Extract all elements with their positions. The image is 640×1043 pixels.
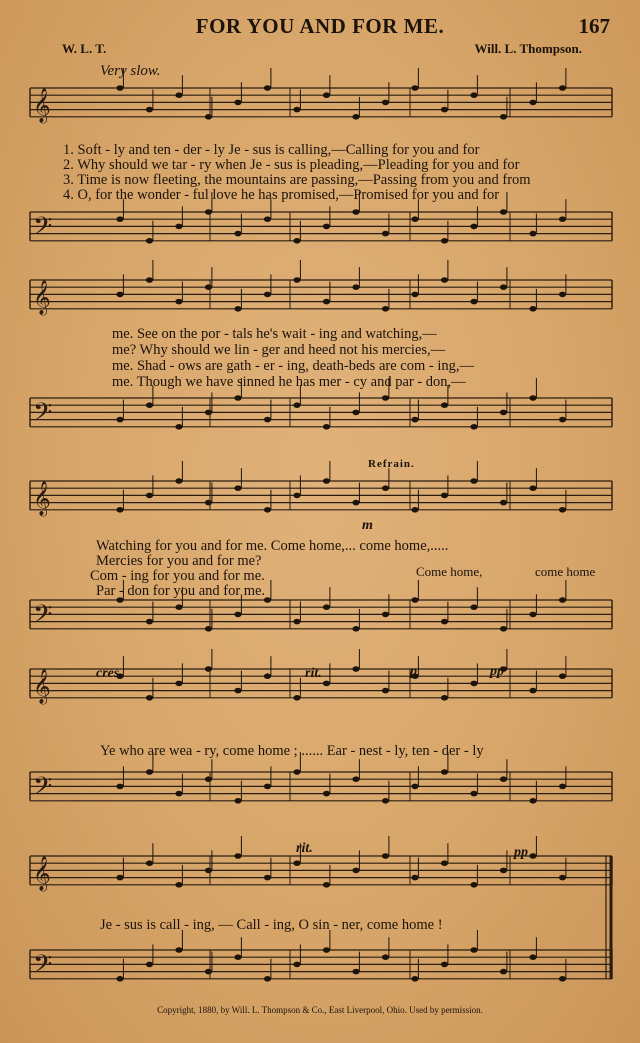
note-head (146, 107, 153, 113)
lyricist-credit: W. L. T. (62, 41, 107, 56)
copyright-notice: Copyright, 1880, by Will. L. Thompson & Co., East Liverpool, Ohio. Used by permission. (157, 1005, 483, 1015)
note-head (234, 853, 241, 859)
note-head (234, 306, 241, 312)
note-head (146, 860, 153, 866)
note-head (441, 107, 448, 113)
note-head (411, 216, 418, 222)
note-head (470, 791, 477, 797)
note-head (382, 231, 389, 237)
note-head (116, 875, 123, 881)
note-head (529, 395, 536, 401)
note-head (470, 681, 477, 687)
note-head (175, 947, 182, 953)
note-head (470, 424, 477, 430)
note-head (559, 85, 566, 91)
note-head (382, 100, 389, 106)
note-head (234, 612, 241, 618)
note-head (205, 284, 212, 290)
note-head (529, 954, 536, 960)
note-head (382, 395, 389, 401)
note-head (264, 292, 271, 298)
note-head (352, 209, 359, 215)
note-head (205, 209, 212, 215)
note-head (559, 875, 566, 881)
verse-line-4: Par - don for you and for me. (96, 583, 266, 599)
bass-clef-icon: 𝄢 (33, 211, 53, 247)
note-head (559, 292, 566, 298)
note-head (529, 100, 536, 106)
note-head (264, 507, 271, 513)
note-head (352, 410, 359, 416)
verse-line-4: 4. O, for the wonder - ful love he has promised,—Promised for you and for (63, 187, 500, 203)
refrain-line: Je - sus is call - ing, — Call - ing, O sin - ner, come home ! (100, 917, 443, 933)
bass-words-come-home: Come home, (416, 564, 483, 579)
note-head (234, 100, 241, 106)
verse-line-3: me. Shad - ows are gath - er - ing, death-beds are com - ing,— (112, 358, 474, 374)
note-head (234, 688, 241, 694)
note-head (293, 277, 300, 283)
note-head (116, 976, 123, 982)
treble-clef-icon: 𝄞 (33, 279, 51, 315)
note-head (205, 666, 212, 672)
note-head (293, 860, 300, 866)
bass-clef-icon: 𝄢 (33, 949, 53, 985)
note-head (293, 619, 300, 625)
note-head (411, 417, 418, 423)
note-head (382, 853, 389, 859)
note-head (441, 860, 448, 866)
note-head (323, 947, 330, 953)
note-head (116, 216, 123, 222)
verse-line-1: Watching for you and for me. Come home,... come home,..... (96, 538, 449, 554)
note-head (234, 395, 241, 401)
treble-clef-icon: 𝄞 (33, 668, 51, 704)
note-head (175, 224, 182, 230)
note-head (559, 507, 566, 513)
note-head (470, 299, 477, 305)
note-head (323, 424, 330, 430)
note-head (146, 962, 153, 968)
verse-line-4: me. Though we have sinned he has mer - cy and par - don,— (112, 374, 466, 390)
bass-clef-icon: 𝄢 (33, 397, 53, 433)
note-head (175, 681, 182, 687)
note-head (323, 478, 330, 484)
bass-clef-icon: 𝄢 (33, 599, 53, 635)
note-head (323, 299, 330, 305)
note-head (500, 776, 507, 782)
note-head (441, 402, 448, 408)
piano-marking: p (410, 664, 417, 679)
note-head (205, 868, 212, 874)
bass-clef-icon: 𝄢 (33, 771, 53, 807)
tempo-marking: Very slow. (100, 63, 161, 79)
note-head (146, 238, 153, 244)
note-head (470, 478, 477, 484)
note-head (500, 114, 507, 120)
verse-line-2: Mercies for you and for me? (96, 553, 262, 569)
note-head (382, 485, 389, 491)
note-head (441, 493, 448, 499)
note-head (116, 507, 123, 513)
note-head (529, 306, 536, 312)
note-head (411, 292, 418, 298)
refrain-label: Refrain. (368, 458, 415, 470)
note-head (441, 769, 448, 775)
note-head (352, 776, 359, 782)
treble-clef-icon: 𝄞 (33, 480, 51, 516)
note-head (293, 769, 300, 775)
note-head (559, 597, 566, 603)
note-head (500, 969, 507, 975)
note-head (293, 107, 300, 113)
note-head (323, 882, 330, 888)
note-head (264, 976, 271, 982)
note-head (234, 954, 241, 960)
note-head (264, 875, 271, 881)
verse-line-2: 2. Why should we tar - ry when Je - sus is pleading,—Pleading for you and for (63, 157, 520, 173)
note-head (529, 853, 536, 859)
note-head (441, 277, 448, 283)
note-head (264, 673, 271, 679)
note-head (293, 962, 300, 968)
bass-words-come-home-2: come home (535, 564, 596, 579)
note-head (411, 85, 418, 91)
pianissimo-marking: pp (490, 664, 504, 679)
note-head (234, 485, 241, 491)
hymn-title: FOR YOU AND FOR ME. (195, 14, 445, 38)
verse-line-1: me. See on the por - tals he's wait - ing and watching,— (112, 326, 437, 342)
composer-credit: Will. L. Thompson. (474, 41, 582, 56)
note-head (470, 882, 477, 888)
dynamic-mezzo: m (362, 518, 373, 533)
note-head (529, 688, 536, 694)
page-number: 167 (578, 14, 610, 38)
note-head (500, 868, 507, 874)
note-head (234, 231, 241, 237)
treble-clef-icon: 𝄞 (33, 87, 51, 123)
note-head (323, 681, 330, 687)
note-head (529, 612, 536, 618)
note-head (175, 424, 182, 430)
note-head (500, 284, 507, 290)
note-head (205, 500, 212, 506)
note-head (382, 688, 389, 694)
treble-clef-icon: 𝄞 (33, 855, 51, 891)
note-head (234, 798, 241, 804)
note-head (205, 626, 212, 632)
note-head (175, 299, 182, 305)
note-head (116, 292, 123, 298)
note-head (470, 224, 477, 230)
note-head (146, 277, 153, 283)
note-head (146, 493, 153, 499)
note-head (323, 791, 330, 797)
note-head (175, 478, 182, 484)
note-head (323, 224, 330, 230)
refrain-line: Ye who are wea - ry, come home ; ...... Ear - nest - ly, ten - der - ly (100, 743, 484, 759)
note-head (352, 868, 359, 874)
verse-line-1: 1. Soft - ly and ten - der - ly Je - sus is calling,—Calling for you and for (63, 142, 480, 158)
ritardando-marking: rit. (296, 841, 313, 856)
note-head (411, 784, 418, 790)
note-head (352, 284, 359, 290)
note-head (323, 604, 330, 610)
note-head (441, 619, 448, 625)
note-head (382, 612, 389, 618)
crescendo-marking: cres. (96, 666, 123, 681)
note-head (559, 976, 566, 982)
note-head (411, 597, 418, 603)
note-head (529, 485, 536, 491)
note-head (205, 114, 212, 120)
note-head (293, 493, 300, 499)
note-head (175, 92, 182, 98)
note-head (411, 875, 418, 881)
pianissimo-marking: pp (514, 845, 528, 860)
note-head (529, 231, 536, 237)
note-head (116, 85, 123, 91)
note-head (382, 798, 389, 804)
note-head (352, 626, 359, 632)
note-head (500, 500, 507, 506)
note-head (264, 216, 271, 222)
note-head (352, 969, 359, 975)
note-head (146, 769, 153, 775)
note-head (116, 417, 123, 423)
note-head (559, 673, 566, 679)
note-head (411, 976, 418, 982)
note-head (205, 410, 212, 416)
note-head (146, 402, 153, 408)
note-head (146, 619, 153, 625)
note-head (470, 604, 477, 610)
note-head (146, 695, 153, 701)
note-head (175, 791, 182, 797)
note-head (352, 114, 359, 120)
note-head (470, 92, 477, 98)
note-head (500, 209, 507, 215)
note-head (116, 784, 123, 790)
ritardando-marking: rit. (305, 666, 322, 681)
verse-line-3: Com - ing for you and for me. (90, 568, 265, 584)
note-head (382, 954, 389, 960)
note-head (441, 238, 448, 244)
note-head (352, 666, 359, 672)
note-head (352, 500, 359, 506)
note-head (500, 626, 507, 632)
note-head (264, 784, 271, 790)
verse-line-2: me? Why should we lin - ger and heed not his mercies,— (112, 342, 446, 358)
note-head (264, 417, 271, 423)
note-head (293, 402, 300, 408)
note-head (175, 604, 182, 610)
note-head (175, 882, 182, 888)
note-head (205, 969, 212, 975)
note-head (500, 410, 507, 416)
note-head (470, 947, 477, 953)
note-head (293, 695, 300, 701)
verse-line-3: 3. Time is now fleeting, the mountains are passing,—Passing from you and from (63, 172, 531, 188)
note-head (559, 216, 566, 222)
note-head (441, 962, 448, 968)
note-head (411, 507, 418, 513)
note-head (559, 417, 566, 423)
note-head (529, 798, 536, 804)
note-head (293, 238, 300, 244)
note-head (382, 306, 389, 312)
note-head (441, 695, 448, 701)
note-head (559, 784, 566, 790)
note-head (264, 85, 271, 91)
note-head (205, 776, 212, 782)
note-head (323, 92, 330, 98)
